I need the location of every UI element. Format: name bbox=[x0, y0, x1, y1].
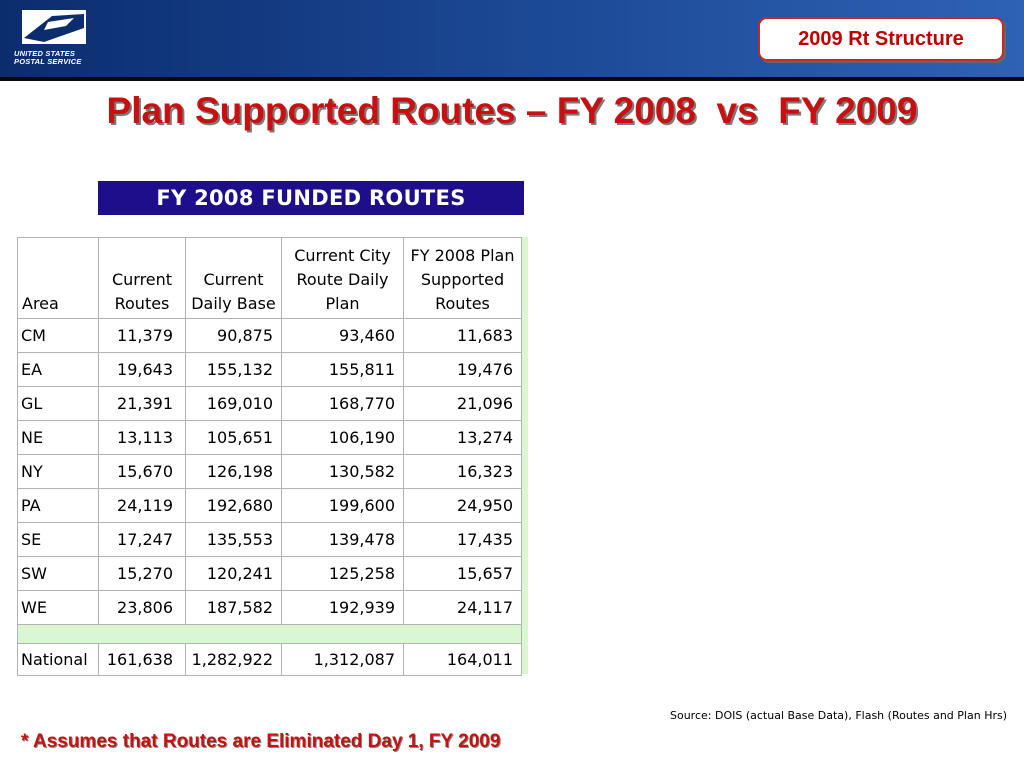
table-cell: 168,770 bbox=[282, 387, 404, 421]
area-cell: NY bbox=[18, 455, 99, 489]
column-header: Area bbox=[18, 238, 99, 319]
table-cell: 24,119 bbox=[99, 489, 186, 523]
area-cell: GL bbox=[18, 387, 99, 421]
table-cell: 187,582 bbox=[186, 591, 282, 625]
table-row bbox=[18, 319, 522, 353]
table-cell: 17,435 bbox=[404, 523, 522, 557]
table-cell: 125,258 bbox=[282, 557, 404, 591]
area-cell: SW bbox=[18, 557, 99, 591]
table-cell: 192,680 bbox=[186, 489, 282, 523]
table-cell: 135,553 bbox=[186, 523, 282, 557]
table-cell: 139,478 bbox=[282, 523, 404, 557]
column-header: FY 2008 Plan Supported Routes bbox=[404, 238, 522, 319]
table-cell: 106,190 bbox=[282, 421, 404, 455]
table-cell: 24,950 bbox=[404, 489, 522, 523]
table-cell: 1,282,922 bbox=[186, 644, 282, 676]
table-cell: 105,651 bbox=[186, 421, 282, 455]
spacer-row bbox=[18, 625, 522, 644]
eagle-icon bbox=[14, 8, 94, 48]
area-cell: National bbox=[18, 644, 99, 676]
table-cell: 169,010 bbox=[186, 387, 282, 421]
area-cell: SE bbox=[18, 523, 99, 557]
table-cell: 155,132 bbox=[186, 353, 282, 387]
usps-logo bbox=[14, 8, 94, 68]
table-row bbox=[18, 523, 522, 557]
table-row bbox=[18, 353, 522, 387]
area-cell: CM bbox=[18, 319, 99, 353]
table-cell: 93,460 bbox=[282, 319, 404, 353]
source-note: Source: DOIS (actual Base Data), Flash (Routes and Plan Hrs) bbox=[670, 709, 1008, 722]
routes-table-container bbox=[17, 237, 528, 674]
footnote: * Assumes that Routes are Eliminated Day 1, FY 2009 bbox=[21, 731, 501, 752]
table-cell: 13,113 bbox=[99, 421, 186, 455]
column-header: Current Daily Base bbox=[186, 238, 282, 319]
header-bar bbox=[0, 0, 1024, 81]
logo-text: UNITED STATES POSTAL SERVICE bbox=[14, 49, 82, 66]
table-cell: 15,270 bbox=[99, 557, 186, 591]
table-cell: 164,011 bbox=[404, 644, 522, 676]
table-row bbox=[18, 557, 522, 591]
table-cell: 16,323 bbox=[404, 455, 522, 489]
table-banner: FY 2008 FUNDED ROUTES bbox=[98, 181, 524, 215]
section-badge: 2009 Rt Structure bbox=[758, 17, 1004, 61]
area-cell: PA bbox=[18, 489, 99, 523]
table-cell: 13,274 bbox=[404, 421, 522, 455]
table-cell: 161,638 bbox=[99, 644, 186, 676]
routes-table bbox=[17, 237, 522, 676]
table-cell: 11,379 bbox=[99, 319, 186, 353]
table-cell: 90,875 bbox=[186, 319, 282, 353]
table-cell: 155,811 bbox=[282, 353, 404, 387]
table-cell: 23,806 bbox=[99, 591, 186, 625]
table-cell: 21,096 bbox=[404, 387, 522, 421]
table-header-row bbox=[18, 238, 522, 319]
table-cell: 1,312,087 bbox=[282, 644, 404, 676]
area-cell: WE bbox=[18, 591, 99, 625]
table-row bbox=[18, 489, 522, 523]
area-cell: NE bbox=[18, 421, 99, 455]
table-cell: 19,476 bbox=[404, 353, 522, 387]
table-cell: 120,241 bbox=[186, 557, 282, 591]
table-cell: 199,600 bbox=[282, 489, 404, 523]
table-cell: 15,657 bbox=[404, 557, 522, 591]
table-cell: 192,939 bbox=[282, 591, 404, 625]
table-row bbox=[18, 387, 522, 421]
table-cell: 24,117 bbox=[404, 591, 522, 625]
table-row bbox=[18, 455, 522, 489]
table-row bbox=[18, 421, 522, 455]
table-cell: 11,683 bbox=[404, 319, 522, 353]
column-header: Current Routes bbox=[99, 238, 186, 319]
table-cell: 126,198 bbox=[186, 455, 282, 489]
table-row bbox=[18, 591, 522, 625]
total-row bbox=[18, 644, 522, 676]
table-cell: 19,643 bbox=[99, 353, 186, 387]
table-cell: 17,247 bbox=[99, 523, 186, 557]
table-cell: 21,391 bbox=[99, 387, 186, 421]
area-cell: EA bbox=[18, 353, 99, 387]
column-header: Current City Route Daily Plan bbox=[282, 238, 404, 319]
page-title: Plan Supported Routes – FY 2008 vs FY 2009 bbox=[106, 90, 918, 131]
table-cell: 130,582 bbox=[282, 455, 404, 489]
table-cell: 15,670 bbox=[99, 455, 186, 489]
